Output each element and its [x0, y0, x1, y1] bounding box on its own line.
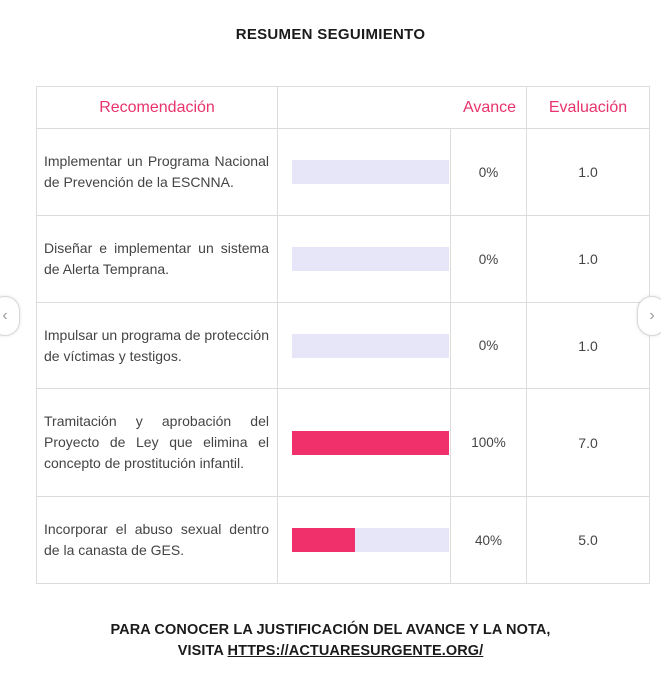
carousel-next-button[interactable]	[637, 296, 661, 336]
progress-percent: 40%	[451, 497, 527, 584]
footer-line-2	[0, 641, 661, 662]
footer-line-1: PARA CONOCER LA JUSTIFICACIÓN DEL AVANCE Y LA NOTA,	[110, 622, 551, 638]
progress-cell	[278, 303, 451, 389]
progress-fill	[292, 431, 449, 455]
header-evaluacion: Evaluación	[527, 87, 650, 129]
footer-note	[0, 620, 661, 662]
chevron-left-icon: ‹	[2, 307, 8, 324]
table-row	[37, 303, 650, 389]
evaluation-score: 1.0	[527, 303, 650, 389]
progress-bar	[292, 431, 449, 455]
summary-table	[36, 86, 650, 584]
evaluation-score: 1.0	[527, 129, 650, 216]
recommendation-text: Incorporar el abuso sexual dentro de la canasta de GES.	[37, 497, 278, 584]
recommendation-text: Impulsar un programa de protección de víctimas y testigos.	[37, 303, 278, 389]
table-header-row	[37, 87, 650, 129]
progress-percent: 100%	[451, 389, 527, 497]
recommendation-text: Diseñar e implementar un sistema de Alerta Temprana.	[37, 216, 278, 303]
progress-bar	[292, 160, 449, 184]
table-row	[37, 216, 650, 303]
progress-bar	[292, 528, 449, 552]
progress-cell	[278, 497, 451, 584]
progress-cell	[278, 216, 451, 303]
progress-percent: 0%	[451, 129, 527, 216]
progress-percent: 0%	[451, 216, 527, 303]
page-title: RESUMEN SEGUIMIENTO	[235, 26, 426, 43]
table-row	[37, 389, 650, 497]
footer-visit-label: VISITA	[177, 643, 228, 659]
evaluation-score: 7.0	[527, 389, 650, 497]
evaluation-score: 1.0	[527, 216, 650, 303]
recommendation-text: Tramitación y aprobación del Proyecto de Ley que elimina el concepto de prostitución infantil.	[37, 389, 278, 497]
website-link[interactable]: HTTPS://ACTUARESURGENTE.ORG/	[227, 643, 484, 659]
table-row	[37, 129, 650, 216]
progress-percent: 0%	[451, 303, 527, 389]
chevron-right-icon: ›	[649, 307, 655, 324]
table-row	[37, 497, 650, 584]
header-recomendacion: Recomendación	[37, 87, 278, 129]
recommendation-text: Implementar un Programa Nacional de Prevención de la ESCNNA.	[37, 129, 278, 216]
progress-cell	[278, 389, 451, 497]
progress-bar	[292, 334, 449, 358]
progress-cell	[278, 129, 451, 216]
progress-fill	[292, 528, 355, 552]
evaluation-score: 5.0	[527, 497, 650, 584]
progress-bar	[292, 247, 449, 271]
carousel-prev-button[interactable]	[0, 296, 20, 336]
header-avance: Avance	[278, 87, 527, 129]
